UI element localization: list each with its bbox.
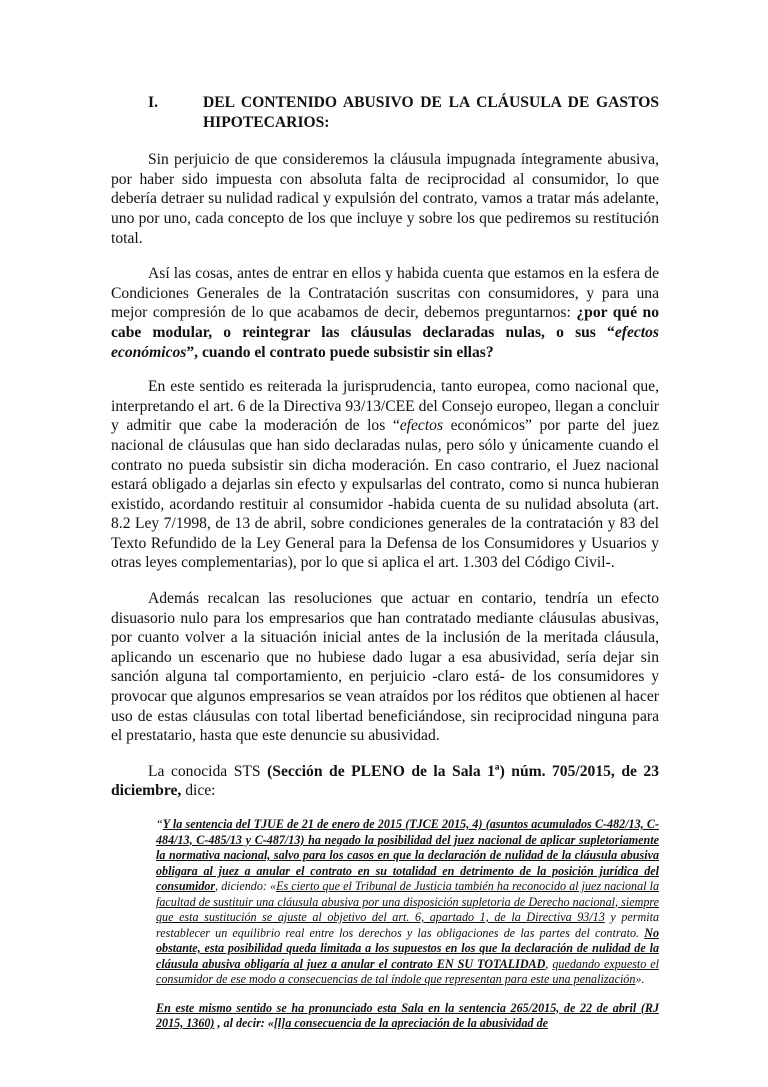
- quotation-block: [156, 817, 659, 1032]
- paragraph-5: La conocida STS (Sección de PLENO de la Sala 1ª) núm. 705/2015, de 23 diciembre, dice:: [111, 762, 659, 800]
- document-body: [111, 93, 659, 1045]
- paragraph-2: Así las cosas, antes de entrar en ellos y habida cuenta que estamos en la esfera de Condiciones Generales de la Contratación suscritas con consumidores, y para una mejor compresión de lo que acabamos de decir, debemos preguntarnos: ¿por qué no cabe modular, o reintegrar las cláusulas declaradas nulas, o sus “efectos económicos”, cuando el contrato puede subsistir sin ellas?: [111, 265, 659, 361]
- section-title: DEL CONTENIDO ABUSIVO DE LA CLÁUSULA DE GASTOS HIPOTECARIOS:: [203, 94, 659, 131]
- paragraph-1: Sin perjuicio de que consideremos la cláusula impugnada íntegramente abusiva, por haber sido impuesta con absoluta falta de reciprocidad al consumidor, lo que debería detraer su nulidad radical y expulsión del contrato, vamos a tratar más adelante, uno por uno, cada concepto de los que incluye y sobre los que pediremos su restitución total.: [111, 151, 659, 247]
- section-heading: [111, 93, 659, 132]
- section-number: I.: [148, 94, 158, 111]
- paragraph-3: En este sentido es reiterada la jurisprudencia, tanto europea, como nacional que, interpretando el art. 6 de la Directiva 93/13/CEE del Consejo europeo, llegan a concluir y admitir que cabe la moderación de los “efectos económicos” por parte del juez nacional de cláusulas que han sido declaradas nulas, pero sólo y únicamente cuando el contrato no pueda subsistir sin dicha moderación. En caso contrario, el Juez nacional estará obligado a dejarlas sin efecto y expulsarlas del contrato, como si nunca hubieran existido, acordando restituir al consumidor -habida cuenta de su nulidad absoluta (art. 8.2 Ley 7/1998, de 13 de abril, sobre condiciones generales de la contratación y 83 del Texto Refundido de la Ley General para la Defensa de los Consumidores y Usuarios y otras leyes complementarias), por lo que si aplica el art. 1.303 del Código Civil-.: [111, 378, 660, 572]
- paragraph-4: Además recalcan las resoluciones que actuar en contario, tendría un efecto disuasorio nulo para los empresarios que han contratado mediante cláusulas abusivas, por cuanto volver a la situación inicial antes de la inclusión de la meritada cláusula, aplicando un escenario que no hubiese dado lugar a esa abusividad, sería dejar sin sanción alguna tal comportamiento, en perjuicio -claro está- de los consumidores y provocar que algunos empresarios se vean atraídos por los réditos que obtienen al hacer uso de estas cláusulas con total libertad beneficiándose, sin reciprocidad ninguna para el prestatario, hasta que este denuncie su abusividad.: [111, 590, 659, 745]
- quote-paragraph-1: “Y la sentencia del TJUE de 21 de enero de 2015 (TJCE 2015, 4) (asuntos acumulados C-482/13, C-484/13, C-485/13 y C-487/13) ha negado la posibilidad del juez nacional de aplicar supletoriamente la normativa nacional, salvo para los casos en que la declaración de nulidad de la cláusula abusiva obligara al juez a anular el contrato en su totalidad en detrimento de la posición jurídica del consumidor, diciendo: «Es cierto que el Tribunal de Justicia también ha reconocido al juez nacional la facultad de sustituir una cláusula abusiva por una disposición supletoria de Derecho nacional, siempre que esta sustitución se ajuste al objetivo del art. 6, apartado 1, de la Directiva 93/13 y permita restablecer un equilibrio real entre los derechos y las obligaciones de las partes del contrato. No obstante, esta posibilidad queda limitada a los supuestos en los que la declaración de nulidad de la cláusula abusiva obligaría al juez a anular el contrato EN SU TOTALIDAD, quedando expuesto el consumidor de ese modo a consecuencias de tal índole que representan para este una penalización».: [156, 817, 660, 986]
- quote-paragraph-2: En este mismo sentido se ha pronunciado esta Sala en la sentencia 265/2015, de 22 de abril (RJ 2015, 1360) , al decir: «[l]a consecuencia de la apreciación de la abusividad de: [156, 1000, 659, 1030]
